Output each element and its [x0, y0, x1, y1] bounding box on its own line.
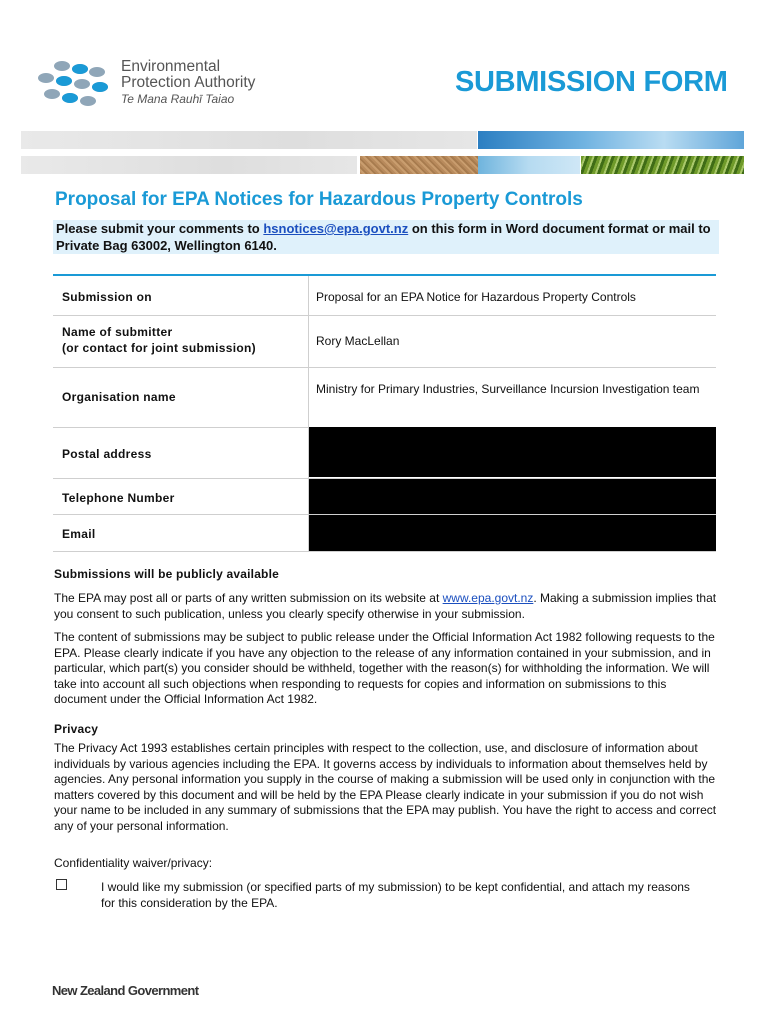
organisation-value[interactable]: Ministry for Primary Industries, Surveillance Incursion Investigation team	[316, 382, 700, 396]
table-row-divider	[53, 367, 716, 368]
waiver-label: Confidentiality waiver/privacy:	[54, 856, 213, 870]
fern-photo-strip	[581, 156, 744, 174]
privacy-paragraph: The Privacy Act 1993 establishes certain principles with respect to the collection, use, and disclosure of information about individuals by various agencies including the EPA. It governs access by individuals to information about themselves held by agencies. Any personal information you supply in the course of making a submission will be used only in conjunction with the matters covered by this document and will be held by the EPA Please clearly indicate in your submission if you do not wish your name to be included in any summary of submissions that the EPA may publish. You have the right to access and correct any of your personal information.	[54, 741, 717, 833]
email-link[interactable]: hsnotices@epa.govt.nz	[263, 221, 409, 236]
organisation-label: Organisation name	[62, 390, 176, 404]
email-label: Email	[62, 527, 96, 541]
org-line-2: Protection Authority	[121, 74, 256, 91]
public-paragraph-2: The content of submissions may be subject to public release under the Official Information Act 1982 following requests to the EPA. Please clearly indicate if you have any objection to the release of any information contained in your submission, and in particular, which part(s) you consider should be withheld, together with the reason(s) for withholding the information. We will take into account all such objections when responding to requests for copies and information on submissions to this document under the Official Information Act 1982.	[54, 630, 715, 706]
email-redacted[interactable]	[309, 515, 716, 551]
water-photo-strip	[478, 156, 580, 174]
confidential-checkbox[interactable]	[56, 879, 67, 890]
instructions-after: on this form in Word document format or mail to Private Bag 63002, Wellington 6140.	[56, 221, 711, 253]
confidential-checkbox-label: I would like my submission (or specified parts of my submission) to be kept confidential, and attach my reasons for this consideration by the EPA.	[101, 880, 690, 910]
submitter-label-line2: (or contact for joint submission)	[62, 341, 256, 355]
public-heading: Submissions will be publicly available	[54, 567, 280, 581]
org-name	[121, 59, 255, 107]
org-line-1: Environmental	[121, 58, 221, 75]
instructions-before: Please submit your comments to	[56, 221, 264, 236]
postal-address-label: Postal address	[62, 447, 152, 461]
telephone-redacted[interactable]	[309, 479, 716, 514]
nz-government-logo: New Zealand Government	[52, 983, 199, 998]
org-tagline: Te Mana Rauhī Taiao	[121, 92, 235, 106]
header-band-bottom	[21, 156, 357, 174]
submission-on-value[interactable]: Proposal for an EPA Notice for Hazardous Property Controls	[316, 290, 636, 304]
public-p1-before: The EPA may post all or parts of any written submission on its website at	[54, 591, 443, 605]
page-heading: Proposal for EPA Notices for Hazardous Property Controls	[55, 189, 583, 210]
table-top-rule	[53, 274, 716, 276]
privacy-heading: Privacy	[54, 722, 99, 736]
form-title: SUBMISSION FORM	[455, 66, 728, 98]
header-band-top	[21, 131, 477, 149]
telephone-label: Telephone Number	[62, 491, 175, 505]
public-p1-after: . Making a submission implies that you consent to such publication, unless you clearly specify otherwise in your submission.	[54, 591, 717, 621]
sky-photo-strip	[478, 131, 744, 149]
postal-address-redacted[interactable]	[309, 427, 716, 477]
sand-photo-strip	[360, 156, 478, 174]
submission-on-label: Submission on	[62, 290, 152, 304]
table-row-divider	[53, 315, 716, 316]
submitter-label-line1: Name of submitter	[62, 325, 173, 339]
public-paragraph-1	[54, 591, 718, 622]
epa-website-link[interactable]: www.epa.govt.nz	[442, 591, 534, 605]
epa-logo	[34, 58, 114, 110]
submitter-label	[62, 324, 256, 356]
submitter-value[interactable]: Rory MacLellan	[316, 334, 400, 348]
instructions-box	[53, 220, 719, 254]
table-bottom-rule	[53, 551, 716, 552]
